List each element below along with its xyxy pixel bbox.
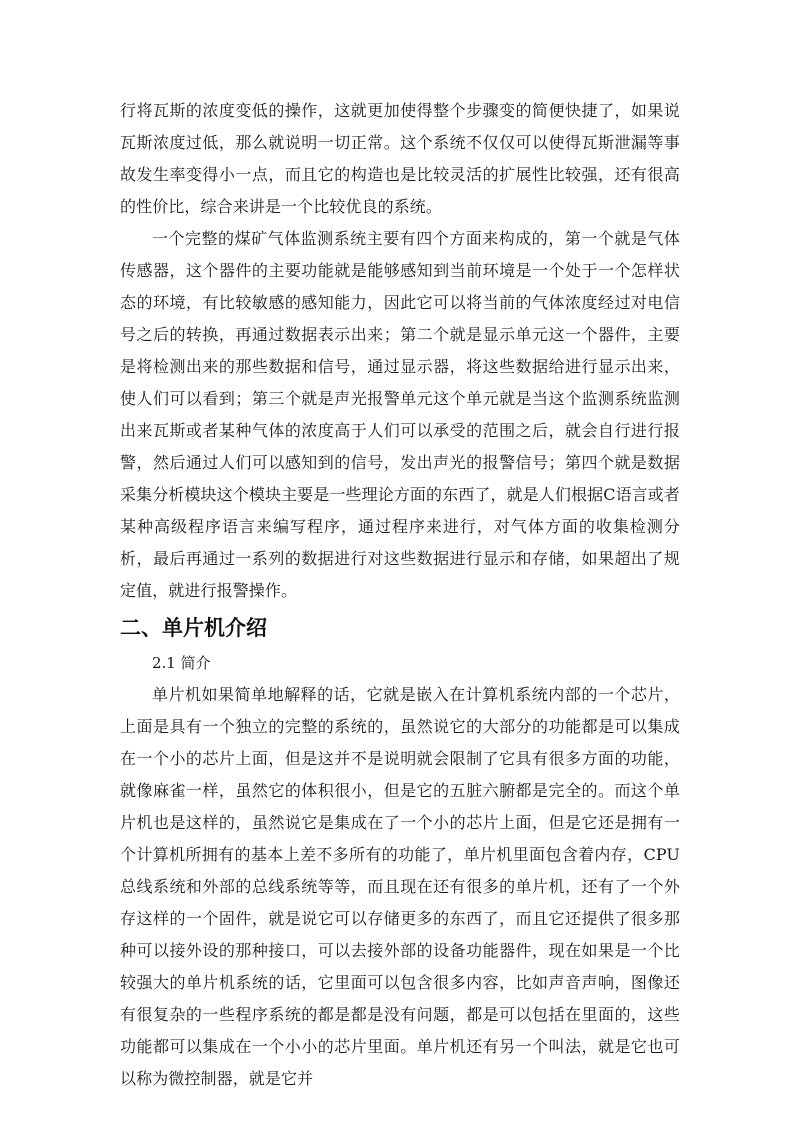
paragraph-monitoring-system: 一个完整的煤矿气体监测系统主要有四个方面来构成的，第一个就是气体传感器，这个器件的主要功能就是能够感知到当前环境是一个处于一个怎样状态的环境，有比较敏感的感知能力，因此它可以将当前的气体浓度经过对电信号之后的转换，再通过数据表示出来；第二个就是显示单元这一个器件，主要是将检测出来的那些数据和信号，通过显示器，将这些数据给进行显示出来，使人们可以看到；第三个就是声光报警单元这个单元就是当这个监测系统监测出来瓦斯或者某种气体的浓度高于人们可以承受的范围之后，就会自行进行报警，然后通过人们可以感知到的信号，发出声光的报警信号；第四个就是数据采集分析模块这个模块主要是一些理论方面的东西了，就是人们根据C语言或者某种高级程序语言来编写程序，通过程序来进行，对气体方面的收集检测分析，最后再通过一系列的数据进行对这些数据进行显示和存储，如果超出了规定值，就进行报警操作。 [120,229,680,600]
subsection-heading: 2.1 简介 [152,654,211,672]
paragraph-continuation: 行将瓦斯的浓度变低的操作，这就更加使得整个步骤变的简便快捷了，如果说瓦斯浓度过低，那么就说明一切正常。这个系统不仅仅可以使得瓦斯泄漏等事故发生率变得小一点，而且它的构造也是比较灵活的扩展性比较强，还有很高的性价比，综合来讲是一个比较优良的系统。 [120,101,680,216]
section-heading: 二、单片机介绍 [120,616,267,640]
paragraph-mcu-intro: 单片机如果简单地解释的话，它就是嵌入在计算机系统内部的一个芯片，上面是具有一个独立的完整的系统的，虽然说它的大部分的功能都是可以集成在一个小的芯片上面，但是这并不是说明就会限制了它具有很多方面的功能，就像麻雀一样，虽然它的体积很小，但是它的五脏六腑都是完全的。而这个单片机也是这样的，虽然说它是集成在了一个小的芯片上面，但是它还是拥有一个计算机所拥有的基本上差不多所有的功能了，单片机里面包含着内存，CPU总线系统和外部的总线系统等等，而且现在还有很多的单片机，还有了一个外存这样的一个固件，就是说它可以存储更多的东西了，而且它还提供了很多那种可以接外设的那种接口，可以去接外部的设备功能器件，现在如果是一个比较强大的单片机系统的话，它里面可以包含很多内容，比如声音声响，图像还有很复杂的一些程序系统的都是都是没有问题，都是可以包括在里面的，这些功能都可以集成在一个小小的芯片里面。单片机还有另一个叫法，就是它也可以称为微控制器，就是它并 [120,685,680,1088]
document-body [120,95,680,1095]
